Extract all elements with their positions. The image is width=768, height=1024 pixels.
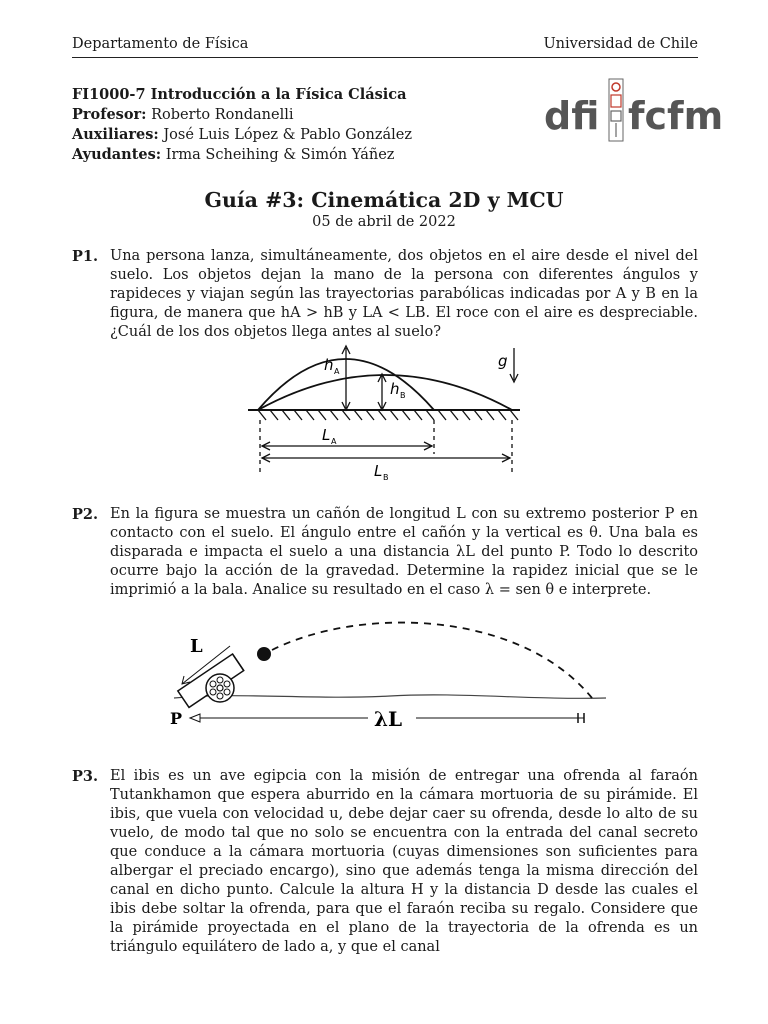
figure-cannon [160, 616, 610, 740]
guide-title: Guía #3: Cinemática 2D y MCU [204, 188, 564, 212]
university-seal-icon [609, 79, 623, 141]
problem-label: P1. [72, 248, 99, 265]
cannon-wheel-icon [206, 674, 234, 702]
problem-text: El ibis es un ave egipcia con la misión de entregar una ofrenda al faraón Tutankhamon que espera aburrido en la cámara mortuoria de su pirámide. El ibis, que vuela con velocidad u, debe dejar caer su ofrenda, desde lo alto de su vuelo, de modo tal que no solo se encuentra con la entrada del canal secreto que conduce a la cámara mortuoria (cuyas dimensiones son suficientes para albergar el preciado encargo), sino que además tenga la misma dirección del canal en dicho punto. Calcule la altura H y la distancia D desde las cuales el ibis debe soltar la ofrenda, para que el faraón reciba su regalo. Considere que la pirámide proyectada en el plano de la trayectoria de la ofrenda es un triángulo equilátero de lado a, y que el canal [110, 768, 698, 955]
problem-label: P3. [72, 768, 99, 785]
header-department: Departamento de Física [72, 36, 249, 52]
header-rule [72, 57, 698, 58]
label-ha-sub: A [334, 367, 340, 376]
label-point-p: P [170, 709, 183, 728]
label-hb-sub: B [400, 391, 406, 400]
professor-line: Profesor: Roberto Rondanelli [72, 106, 294, 123]
problem-text: Una persona lanza, simultáneamente, dos objetos en el aire desde el nivel del suelo. Los objetos dejan la mano de la persona con diferentes ángulos y rapideces y viajan según las trayectorias parabólicas indicadas por A y B en la figura, de manera que hA > hB y LA < LB. El roce con el aire es despreciable. ¿Cuál de los dos objetos llega antes al suelo? [110, 248, 698, 340]
problem-3 [72, 767, 698, 957]
figure-trajectories [240, 336, 530, 486]
dfi-fcfm-logo [544, 73, 724, 145]
label-lb: L [374, 462, 383, 480]
label-hb: h [390, 380, 400, 398]
course-title: FI1000-7 Introducción a la Física Clásica [72, 86, 407, 103]
label-cannon-length: L [190, 636, 203, 657]
problem-label: P2. [72, 506, 99, 523]
label-la: L [322, 426, 331, 444]
guide-date: 05 de abril de 2022 [312, 214, 456, 230]
label-lb-sub: B [383, 473, 389, 482]
cannon-ball [257, 647, 271, 661]
problem-1 [72, 247, 698, 342]
course-info [72, 85, 412, 165]
auxiliaries-line: Auxiliares: José Luis López & Pablo González [72, 126, 412, 143]
problem-2 [72, 505, 698, 600]
label-lambda-l: λL [374, 707, 403, 731]
problem-text: En la figura se muestra un cañón de longitud L con su extremo posterior P en contacto con el suelo. El ángulo entre el cañón y la vertical es θ. Una bala es disparada e impacta el suelo a una distancia λL del punto P. Todo lo descrito ocurre bajo la acción de la gravedad. Determine la rapidez inicial que se le imprimió a la bala. Analice su resultado en el caso λ = sen θ e interprete. [110, 506, 698, 598]
svg-text:dfi: dfi [544, 94, 600, 138]
label-g: g [498, 352, 508, 370]
label-la-sub: A [331, 437, 337, 446]
helpers-line: Ayudantes: Irma Scheihing & Simón Yáñez [72, 146, 395, 163]
header-university: Universidad de Chile [543, 36, 698, 52]
label-ha: h [324, 356, 334, 374]
svg-text:fcfm: fcfm [628, 94, 724, 138]
